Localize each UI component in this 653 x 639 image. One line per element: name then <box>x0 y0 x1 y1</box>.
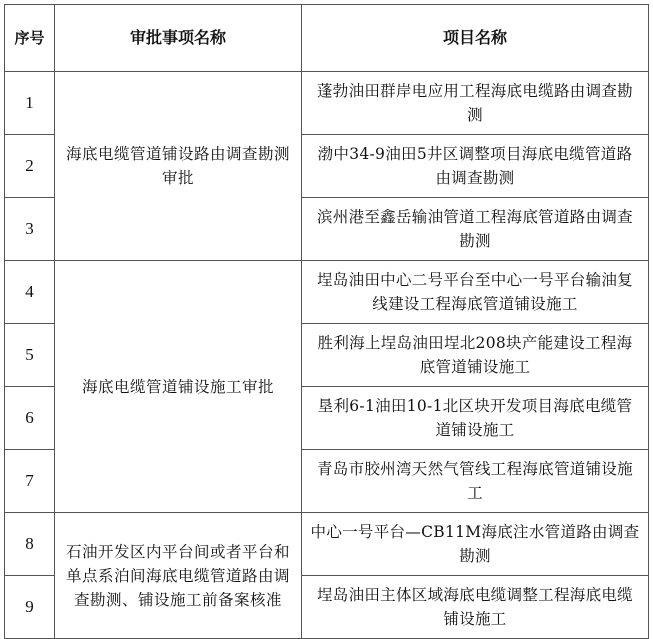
row-number: 2 <box>5 135 55 198</box>
approval-table-container <box>4 4 649 639</box>
row-number: 7 <box>5 450 55 513</box>
table-row <box>5 261 649 324</box>
row-number: 6 <box>5 387 55 450</box>
approval-item-name: 海底电缆管道铺设施工审批 <box>55 261 302 513</box>
project-name: 胜利海上埕岛油田埕北208块产能建设工程海底管道铺设施工 <box>302 324 649 387</box>
table-header-row <box>5 5 649 72</box>
header-item: 审批事项名称 <box>55 5 302 72</box>
row-number: 3 <box>5 198 55 261</box>
approval-table <box>4 4 649 639</box>
header-no: 序号 <box>5 5 55 72</box>
approval-item-name: 海底电缆管道铺设路由调查勘测审批 <box>55 72 302 261</box>
project-name: 青岛市胶州湾天然气管线工程海底管道铺设施工 <box>302 450 649 513</box>
header-project: 项目名称 <box>302 5 649 72</box>
project-name: 埕岛油田中心二号平台至中心一号平台输油复线建设工程海底管道铺设施工 <box>302 261 649 324</box>
approval-item-name: 石油开发区内平台间或者平台和单点系泊间海底电缆管道路由调查勘测、铺设施工前备案核准 <box>55 513 302 639</box>
project-name: 垦利6-1油田10-1北区块开发项目海底电缆管道铺设施工 <box>302 387 649 450</box>
project-name: 渤中34-9油田5井区调整项目海底电缆管道路由调查勘测 <box>302 135 649 198</box>
row-number: 8 <box>5 513 55 576</box>
table-row <box>5 513 649 576</box>
row-number: 5 <box>5 324 55 387</box>
row-number: 1 <box>5 72 55 135</box>
project-name: 蓬勃油田群岸电应用工程海底电缆路由调查勘测 <box>302 72 649 135</box>
row-number: 9 <box>5 576 55 639</box>
table-row <box>5 72 649 135</box>
project-name: 滨州港至鑫岳输油管道工程海底管道路由调查勘测 <box>302 198 649 261</box>
project-name: 中心一号平台—CB11M海底注水管道路由调查勘测 <box>302 513 649 576</box>
project-name: 埕岛油田主体区域海底电缆调整工程海底电缆铺设施工 <box>302 576 649 639</box>
row-number: 4 <box>5 261 55 324</box>
